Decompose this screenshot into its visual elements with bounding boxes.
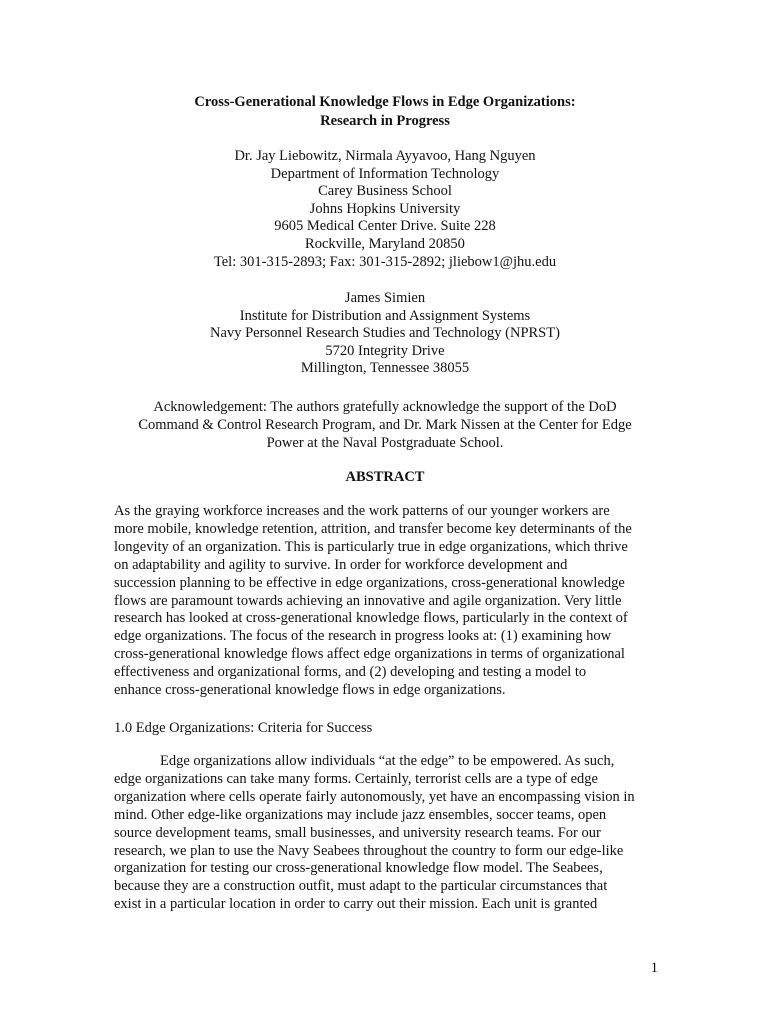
abstract-line: effectiveness and organizational forms, and (2) developing and testing a model to [114, 664, 587, 681]
section-line: edge organizations can take many forms. Certainly, terrorist cells are a type of edge [114, 770, 598, 787]
author-line: 5720 Integrity Drive [325, 342, 445, 359]
acknowledgement [0, 398, 770, 452]
section-line: exist in a particular location in order to carry out their mission. Each unit is granted [114, 896, 598, 913]
abstract-body [114, 503, 632, 700]
author-line: Carey Business School [318, 183, 452, 200]
section-line: source development teams, small businesses, and university research teams. For our [114, 824, 601, 841]
author-line: Dr. Jay Liebowitz, Nirmala Ayyavoo, Hang Nguyen [234, 148, 536, 164]
author-contact-line: Tel: 301-315-2893; Fax: 301-315-2892; jliebow1@jhu.edu [213, 253, 557, 270]
author-line: Navy Personnel Research Studies and Technology (NPRST) [210, 325, 560, 342]
title-line-1: Cross-Generational Knowledge Flows in Edge Organizations: [194, 94, 576, 110]
abstract-line: flows are paramount towards achieving an innovative and agile organization. Very little [114, 592, 622, 609]
author-line: Millington, Tennessee 38055 [300, 360, 470, 377]
author-affiliation-block-1 [0, 148, 770, 271]
author-line: James Simien [344, 290, 426, 306]
author-line: Johns Hopkins University [309, 200, 461, 217]
section-line: mind. Other edge-like organizations may include jazz ensembles, soccer teams, open [114, 806, 607, 823]
abstract-heading: ABSTRACT [345, 469, 425, 485]
paper-title [0, 93, 770, 131]
author-line: 9605 Medical Center Drive. Suite 228 [274, 218, 496, 235]
section-line: organization where cells operate fairly autonomously, yet have an encompassing vision in [114, 788, 635, 805]
abstract-line: research has looked at cross-generational knowledge flows, particularly in the context of [114, 610, 628, 627]
page-number: 1 [650, 960, 658, 976]
abstract-line: more mobile, knowledge retention, attrition, and transfer become key determinants of the [114, 520, 632, 537]
abstract-line: longevity of an organization. This is particularly true in edge organizations, which thrive [114, 538, 628, 555]
section-line: organization for testing our cross-generational knowledge flow model. The Seabees, [114, 860, 603, 877]
acknowledgement-line: Acknowledgement: The authors gratefully acknowledge the support of the DoD [153, 399, 617, 415]
acknowledgement-line: Power at the Naval Postgraduate School. [266, 435, 504, 451]
author-affiliation-block-2 [0, 290, 770, 378]
title-line-2: Research in Progress [320, 113, 450, 129]
section-body [114, 753, 635, 914]
section-line: research, we plan to use the Navy Seabees throughout the country to form our edge-like [114, 842, 624, 859]
author-line: Institute for Distribution and Assignment Systems [239, 307, 531, 324]
section-line: Edge organizations allow individuals “at the edge” to be empowered. As such, [160, 753, 615, 769]
acknowledgement-line: Command & Control Research Program, and Dr. Mark Nissen at the Center for Edge [138, 417, 632, 433]
abstract-line: on adaptability and agility to survive. In order for workforce development and [114, 556, 568, 573]
section-line: because they are a construction outfit, must adapt to the particular circumstances that [114, 878, 608, 895]
abstract-line: succession planning to be effective in edge organizations, cross-generational knowledge [114, 574, 625, 591]
abstract-line: enhance cross-generational knowledge flows in edge organizations. [114, 682, 506, 699]
author-line: Department of Information Technology [270, 165, 500, 182]
abstract-line: cross-generational knowledge flows affect edge organizations in terms of organizational [114, 646, 625, 663]
author-line: Rockville, Maryland 20850 [305, 235, 465, 252]
abstract-line: As the graying workforce increases and the work patterns of our younger workers are [114, 503, 610, 519]
section-heading: 1.0 Edge Organizations: Criteria for Success [114, 720, 373, 736]
abstract-line: edge organizations. The focus of the research in progress looks at: (1) examining how [114, 628, 612, 645]
